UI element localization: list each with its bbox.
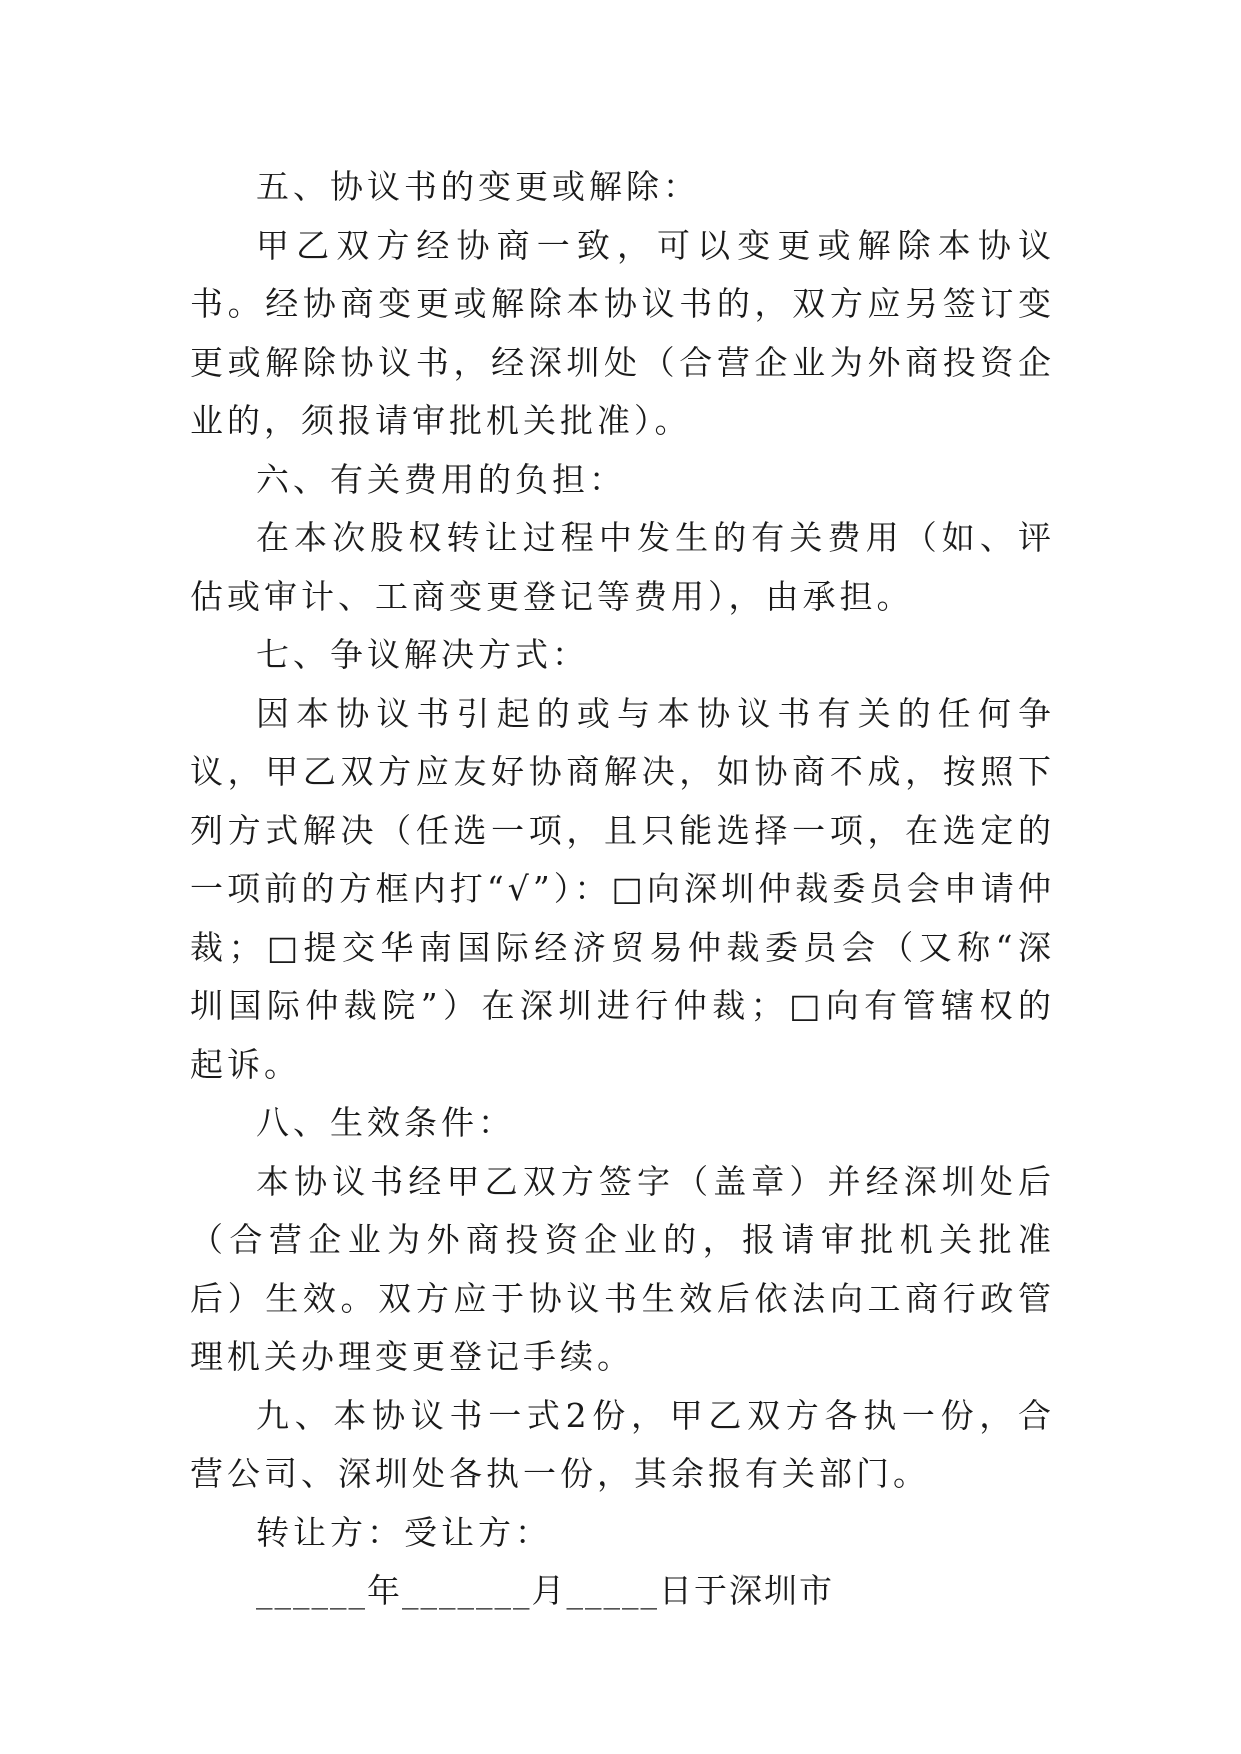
section-seven-body: 因本协议书引起的或与本协议书有关的任何争议，甲乙双方应友好协商解决，如协商不成，按照下列方式解决（任选一项，且只能选择一项，在选定的一项前的方框内打“√”）：□向深圳仲裁委员会申请仲裁；□提交华南国际经济贸易仲裁委员会（又称“深圳国际仲裁院”）在深圳进行仲裁；□向有管辖权的起诉。 xyxy=(190,693,1055,1084)
section-seven-heading: 七、争议解决方式： xyxy=(256,635,589,674)
section-five-heading: 五、协议书的变更或解除： xyxy=(256,167,700,206)
date-place-line: ______年_______月_____日于深圳市 xyxy=(256,1571,834,1610)
section-nine-body: 九、本协议书一式2份，甲乙双方各执一份，合营公司、深圳处各执一份，其余报有关部门。 xyxy=(190,1395,1055,1493)
section-six-body: 在本次股权转让过程中发生的有关费用（如、评估或审计、工商变更登记等费用），由承担。 xyxy=(190,518,1055,616)
section-eight-heading: 八、生效条件： xyxy=(256,1103,515,1142)
section-eight-body: 本协议书经甲乙双方签字（盖章）并经深圳处后（合营企业为外商投资企业的，报请审批机关批准后）生效。双方应于协议书生效后依法向工商行政管理机关办理变更登记手续。 xyxy=(190,1161,1055,1376)
signatories-line: 转让方：受让方： xyxy=(256,1512,552,1552)
section-five-body: 甲乙双方经协商一致，可以变更或解除本协议书。经协商变更或解除本协议书的，双方应另签订变更或解除协议书，经深圳处（合营企业为外商投资企业的，须报请审批机关批准）。 xyxy=(190,225,1055,440)
section-six-heading: 六、有关费用的负担： xyxy=(256,459,626,499)
document-body xyxy=(190,158,1055,1621)
